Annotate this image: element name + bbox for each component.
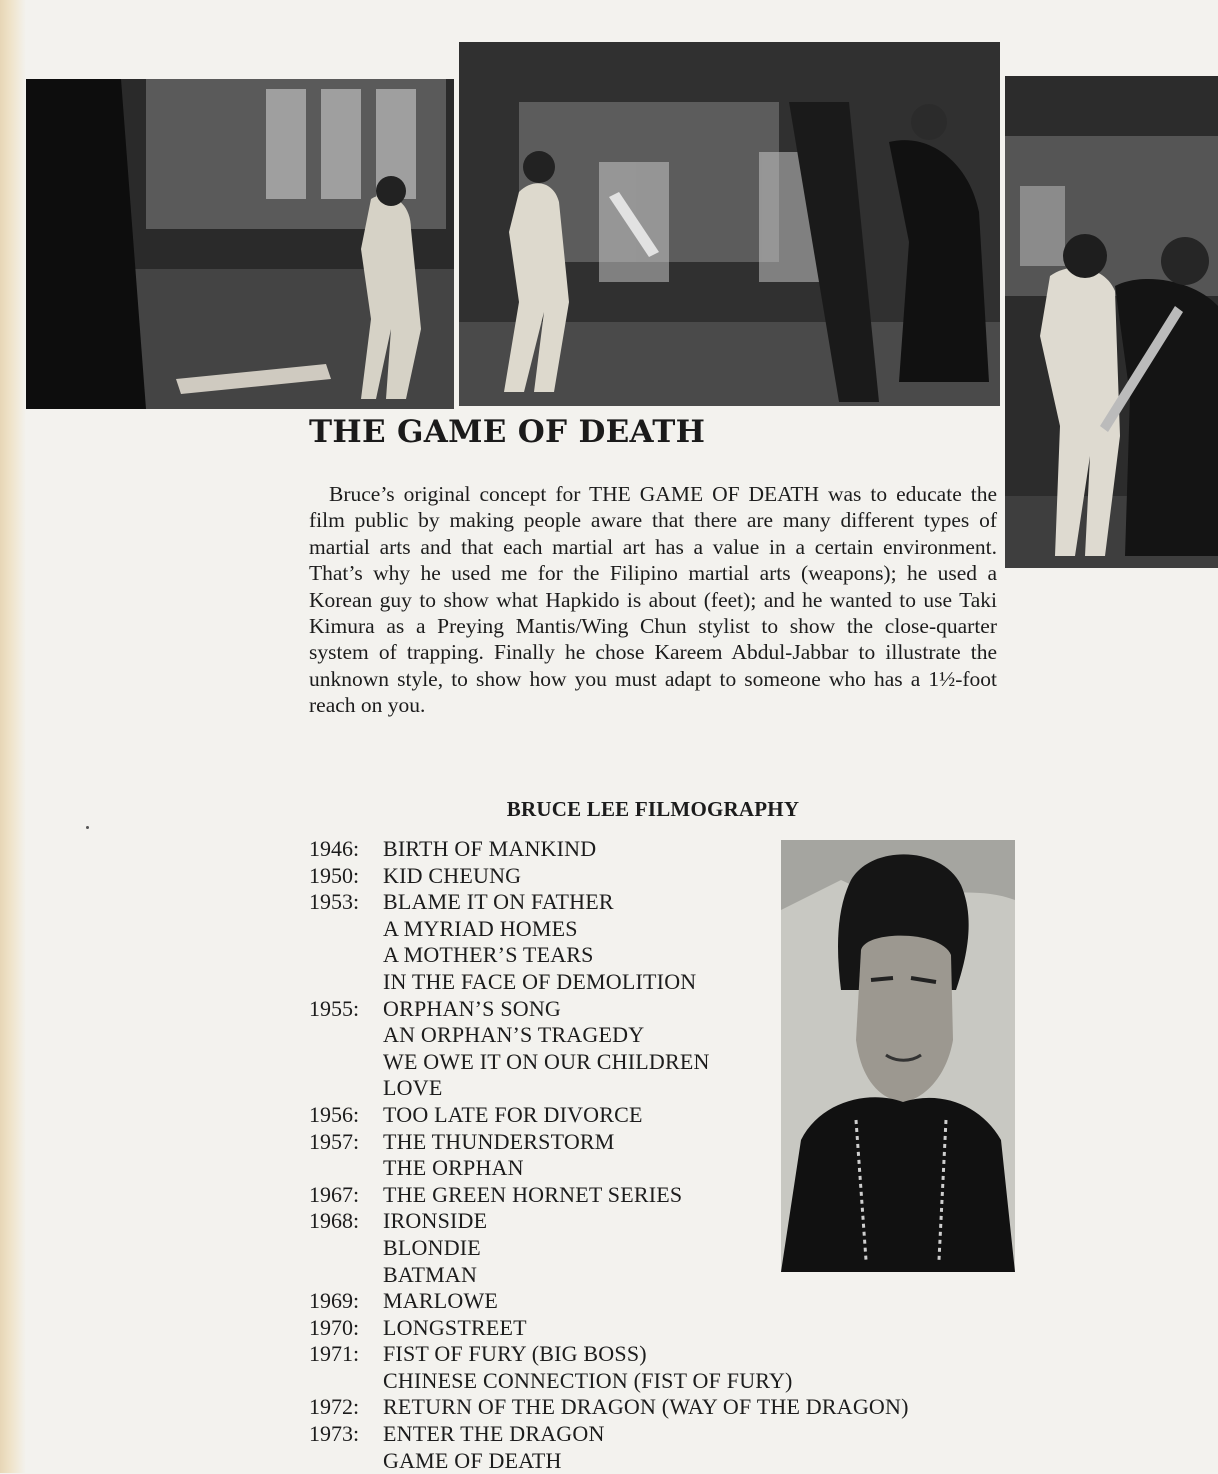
filmography-title: THE ORPHAN xyxy=(383,1155,524,1181)
filmography-year: 1968: xyxy=(309,1208,360,1234)
photo-fight-scene-center-art xyxy=(459,42,1000,406)
filmography-title: MARLOWE xyxy=(383,1288,499,1314)
article-title: THE GAME OF DEATH xyxy=(309,414,706,450)
filmography-year: 1973: xyxy=(309,1421,360,1447)
filmography-title: ENTER THE DRAGON xyxy=(383,1421,605,1447)
filmography-title: BLONDIE xyxy=(383,1234,481,1260)
filmography-title: IRONSIDE xyxy=(383,1208,488,1234)
filmography-title: BATMAN xyxy=(383,1261,478,1287)
filmography-year: 1957: xyxy=(309,1128,360,1154)
filmography-title: A MYRIAD HOMES xyxy=(383,915,578,941)
filmography-title: GAME OF DEATH xyxy=(383,1447,562,1473)
print-speck xyxy=(86,826,89,829)
filmography-year: 1956: xyxy=(309,1101,360,1127)
photo-fight-scene-center xyxy=(459,42,1000,406)
filmography-title: IN THE FACE OF DEMOLITION xyxy=(383,968,697,994)
filmography-year: 1953: xyxy=(309,889,360,915)
filmography-title: FIST OF FURY (BIG BOSS) xyxy=(383,1341,647,1367)
filmography-year: 1967: xyxy=(309,1181,360,1207)
filmography-year: 1970: xyxy=(309,1314,360,1340)
filmography-title: WE OWE IT ON OUR CHILDREN xyxy=(383,1048,710,1074)
filmography-year: 1955: xyxy=(309,995,360,1021)
filmography-title: CHINESE CONNECTION (FIST OF FURY) xyxy=(383,1367,793,1393)
filmography-year: 1950: xyxy=(309,862,360,888)
photo-fight-scene-left xyxy=(26,79,454,409)
filmography-title: TOO LATE FOR DIVORCE xyxy=(383,1101,643,1127)
filmography-title: THE THUNDERSTORM xyxy=(383,1128,615,1154)
photo-two-fighters-right xyxy=(1005,76,1218,568)
filmography-title: KID CHEUNG xyxy=(383,862,522,888)
filmography-title: BIRTH OF MANKIND xyxy=(383,836,597,861)
photo-fight-scene-left-art xyxy=(26,79,454,409)
filmography-title: AN ORPHAN’S TRAGEDY xyxy=(383,1022,645,1048)
filmography-title: THE GREEN HORNET SERIES xyxy=(383,1181,683,1207)
filmography-year: 1971: xyxy=(309,1341,360,1367)
photo-portrait xyxy=(781,840,1015,1272)
filmography-year: 1946: xyxy=(309,836,360,861)
filmography-year: 1972: xyxy=(309,1394,360,1420)
filmography-title: LOVE xyxy=(383,1075,443,1101)
filmography-heading: BRUCE LEE FILMOGRAPHY xyxy=(506,797,800,821)
filmography-title: LONGSTREET xyxy=(383,1314,527,1340)
article-paragraph: Bruce’s original concept for THE GAME OF DEATH was to educate the film public by making people aware that there are many different types of martial arts and that each martial art has a value in a certain environment. That’s why he used me for the Filipino martial arts (weapons); he used a Korean guy to show what Hapkido is about (feet); and he wanted to use Taki Kimura as a Preying Mantis/Wing Chun stylist to show the close-quarter system of trapping. Finally he chose Kareem Abdul-Jabbar to illustrate the unknown style, to show how you must adapt to someone who has a 1½-foot reach on you. xyxy=(309,482,997,718)
filmography-title: ORPHAN’S SONG xyxy=(383,995,562,1021)
photo-portrait-art xyxy=(781,840,1015,1272)
photo-two-fighters-right-art xyxy=(1005,76,1218,568)
filmography-title: A MOTHER’S TEARS xyxy=(383,942,594,968)
filmography-title: BLAME IT ON FATHER xyxy=(383,889,614,915)
filmography-year: 1969: xyxy=(309,1288,360,1314)
filmography-title: RETURN OF THE DRAGON (WAY OF THE DRAGON) xyxy=(383,1394,909,1420)
page-edge xyxy=(0,0,26,1473)
